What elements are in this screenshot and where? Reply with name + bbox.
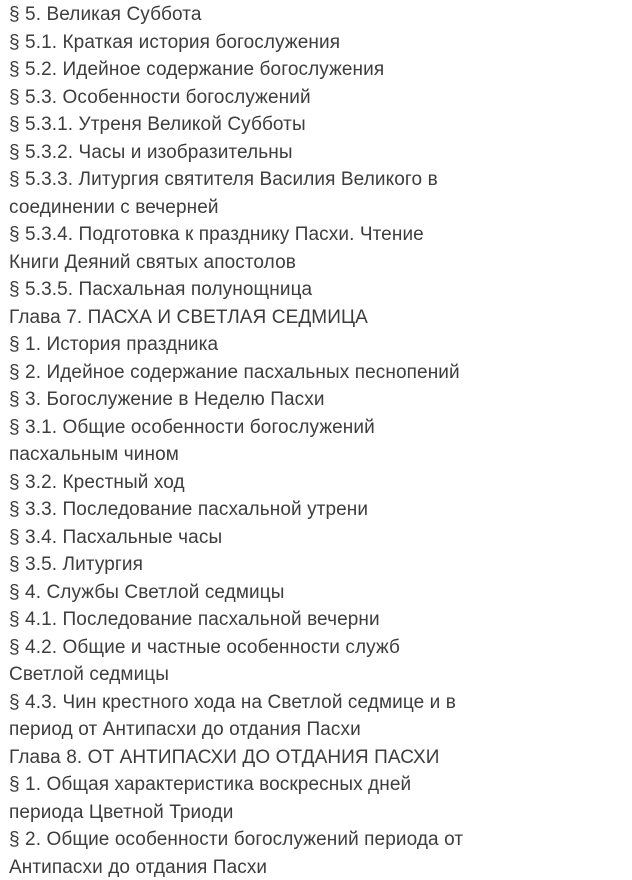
toc-entry-section[interactable] xyxy=(9,166,622,221)
toc-entry-line: § 4.2. Общие и частные особенности служб xyxy=(9,636,400,658)
toc-entry-line: § 4.1. Последование пасхальной вечерни xyxy=(9,609,380,630)
toc-entry-section[interactable] xyxy=(9,496,622,524)
toc-entry-section[interactable] xyxy=(9,331,622,359)
toc-entry-line: период от Антипасхи до отдания Пасхи xyxy=(9,719,361,740)
toc-entry-line: Светлой седмицы xyxy=(9,664,170,685)
toc-entry-line: § 5.3.1. Утреня Великой Субботы xyxy=(9,114,306,135)
toc-entry-section[interactable] xyxy=(9,551,622,579)
toc-entry-line: § 5.3.5. Пасхальная полунощница xyxy=(9,279,313,300)
toc-entry-line: Книги Деяний святых апостолов xyxy=(9,251,296,273)
toc-entry-section[interactable] xyxy=(9,524,622,552)
toc-entry-line: соединении с вечерней xyxy=(9,196,219,218)
toc-entry-line: § 1. История праздника xyxy=(9,334,219,355)
toc-entry-line: § 3. Богослужение в Неделю Пасхи xyxy=(9,389,325,410)
toc-entry-line: Глава 8. ОТ АНТИПАСХИ ДО ОТДАНИЯ ПАСХИ xyxy=(9,746,440,768)
toc-entry-line: пасхальным чином xyxy=(9,444,179,465)
toc-entry-line: § 3.2. Крестный ход xyxy=(9,471,185,493)
toc-entry-line: § 5.2. Идейное содержание богослужения xyxy=(9,59,385,80)
toc-entry-section[interactable] xyxy=(9,634,622,689)
toc-entry-line: § 5.3. Особенности богослужений xyxy=(9,86,311,108)
toc-entry-section[interactable] xyxy=(9,386,622,414)
toc-entry-line: § 5.3.3. Литургия святителя Василия Великого в xyxy=(9,169,438,190)
toc-entry-line: § 3.1. Общие особенности богослужений xyxy=(9,416,375,438)
toc-entry-line: § 3.4. Пасхальные часы xyxy=(9,526,223,548)
toc-entry-line: Глава 7. ПАСХА И СВЕТЛАЯ СЕДМИЦА xyxy=(9,306,368,328)
toc-entry-line: § 4. Службы Светлой седмицы xyxy=(9,581,285,603)
toc-entry-section[interactable] xyxy=(9,221,622,276)
toc-entry-section[interactable] xyxy=(9,29,622,57)
toc-entry-line: § 2. Идейное содержание пасхальных песнопений xyxy=(9,361,460,383)
toc-entry-line: § 5.3.4. Подготовка к празднику Пасхи. Чтение xyxy=(9,224,424,245)
toc-entry-line: § 4.3. Чин крестного хода на Светлой седмице и в xyxy=(9,691,456,713)
toc-entry-section[interactable] xyxy=(9,414,622,469)
toc-entry-line: § 5.3.2. Часы и изобразительны xyxy=(9,141,293,163)
toc-entry-line: § 5.1. Краткая история богослужения xyxy=(9,31,341,53)
toc-entry-line: § 1. Общая характеристика воскресных дней xyxy=(9,774,412,795)
toc-entry-section[interactable] xyxy=(9,606,622,634)
toc-entry-section[interactable] xyxy=(9,139,622,167)
toc-entry-section[interactable] xyxy=(9,276,622,304)
toc-entry-section[interactable] xyxy=(9,826,622,880)
toc-entry-chapter[interactable] xyxy=(9,304,622,332)
toc-entry-section[interactable] xyxy=(9,579,622,607)
toc-entry-section[interactable] xyxy=(9,56,622,84)
toc-entry-section[interactable] xyxy=(9,359,622,387)
toc-entry-section[interactable] xyxy=(9,84,622,112)
toc-entry-line: Антипасхи до отдания Пасхи xyxy=(9,856,268,878)
toc-entry-line: § 3.3. Последование пасхальной утрени xyxy=(9,499,369,520)
toc-entry-line: § 3.5. Литургия xyxy=(9,554,143,575)
toc-entry-section[interactable] xyxy=(9,771,622,826)
toc-entry-section[interactable] xyxy=(9,689,622,744)
toc-entry-line: периода Цветной Триоди xyxy=(9,801,234,823)
toc-entry-section[interactable] xyxy=(9,469,622,497)
toc-entry-chapter[interactable] xyxy=(9,744,622,772)
toc-entry-line: § 5. Великая Суббота xyxy=(9,4,202,25)
toc-entry-line: § 2. Общие особенности богослужений периода от xyxy=(9,829,464,850)
toc-entry-section[interactable] xyxy=(9,111,622,139)
toc-entry-section[interactable] xyxy=(9,1,622,29)
